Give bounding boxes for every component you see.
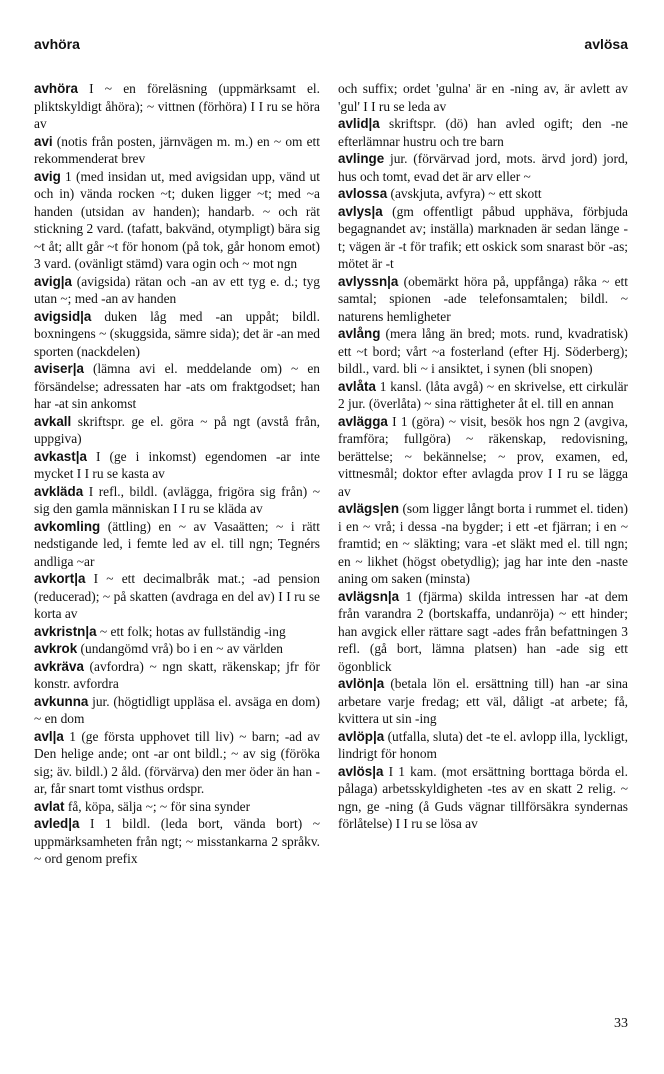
headword: avlös|a xyxy=(338,763,384,779)
entry-text: I 1 (göra) ~ visit, besök hos ngn 2 (avgiva, framföra; fullgöra) ~ räkenskap, redovisning, berättelse; ~ bekännelse; ~ prov, examen, ed, vittnesmål; doktor efter avlagda prov I I ru se lägga av xyxy=(338,413,628,499)
guide-word-right: avlösa xyxy=(584,36,628,52)
headword: avkort|a xyxy=(34,571,86,586)
entry-text: skriftspr. (dö) han avled ogift; den -ne efterlämnar hustru och tre barn xyxy=(338,116,628,149)
entry-text: 1 (fjärma) skilda intressen har -at dem från varandra 2 (bortskaffa, undanröja) ~ ett hinder; han avgick eller rättare sagt -ades från befattningen 3 refl. (gå bort, lämna platsen) han -ade sig ett ögonblick xyxy=(338,588,628,674)
dictionary-entry xyxy=(34,570,320,623)
entry-text: (avigsida) rätan och -an av ett tyg e. d.; tyg utan ~; med -an av handen xyxy=(34,273,320,306)
dictionary-entry xyxy=(338,500,628,588)
entry-text: 1 (ge första upphovet till liv) ~ barn; -ad av Den helige ande; ont -ar ont bildl.; ~ av sig (föröka sig; äv. bildl.) 2 åld. (förvärva) den mer öder än han -ar, får snart tomt visthus ordspr. xyxy=(34,728,320,796)
entry-text: (som ligger långt borta i rummet el. tiden) i en ~ vrå; i dessa -na bygder; i ett -et fjärran; i en ~ framtid; en ~ släkting; vara -et släkt med el. till ngn; en ~ likhet (högst obetydlig); jag har inte den -naste aning om saken (minsta) xyxy=(338,501,628,586)
page-number: 33 xyxy=(614,1016,628,1031)
dictionary-entry xyxy=(34,728,320,798)
dictionary-entry xyxy=(338,413,628,501)
headword: avlyssn|a xyxy=(338,273,399,289)
dictionary-entry xyxy=(338,763,628,833)
entry-text: 1 (med insidan ut, med avigsidan upp, vänd ut och in) vända rocken ~t; duken ligger ~t; med ~a handen (utsidan av handen); handarb. ~ och rät stickning 2 vard. (tafatt, bakvänd, otympligt) bära sig ~t åt; allt går ~t för honom (på tok, går honom emot) 3 vard. (ovänligt stämd) vara ogin och ~ mot ngn xyxy=(34,168,320,271)
headword: avlöp|a xyxy=(338,728,385,744)
dictionary-entry xyxy=(338,378,628,413)
headword: avlid|a xyxy=(338,116,380,131)
dictionary-entry xyxy=(338,675,628,728)
dictionary-entry xyxy=(34,815,320,868)
dictionary-entry xyxy=(338,728,628,763)
headword: avlägga xyxy=(338,413,388,429)
dictionary-entry xyxy=(34,168,320,273)
headword: avlinge xyxy=(338,151,385,166)
dictionary-entry xyxy=(34,80,320,133)
headword: avlåta xyxy=(338,378,376,394)
guide-word-left: avhöra xyxy=(34,36,80,52)
entry-text: ~ ett folk; hotas av fullständig -ing xyxy=(96,623,286,639)
headword: avlön|a xyxy=(338,676,385,691)
headword: avkräva xyxy=(34,658,84,674)
dictionary-entry xyxy=(34,360,320,413)
entry-text: (ättling) en ~ av Vasaätten; ~ i rätt nedstigande led, i femte led av el. till ngn; Tegnérs andliga ~ar xyxy=(34,518,320,569)
dictionary-entry xyxy=(34,693,320,728)
entry-text: (notis från posten, järnvägen m. m.) en ~ om ett rekommenderat brev xyxy=(34,133,320,166)
headword: avled|a xyxy=(34,816,80,831)
dictionary-entry xyxy=(34,273,320,308)
entry-text: (avfordra) ~ ngn skatt, räkenskap; jfr för konstr. avfordra xyxy=(34,658,320,691)
dictionary-entry xyxy=(34,448,320,483)
dictionary-entry xyxy=(34,658,320,693)
dictionary-entry xyxy=(338,203,628,273)
headword: avkast|a xyxy=(34,448,87,464)
headword: avlys|a xyxy=(338,203,383,219)
dictionary-entry xyxy=(338,588,628,676)
dictionary-entry xyxy=(338,273,628,326)
dictionary-entry xyxy=(34,308,320,361)
entry-text: (mera lång än bred; mots. rund, kvadratisk) ett ~t bord; vårt ~a fosterland (efter Hj. Söderberg); bildl., vard. bli ~ i ansiktet, i synen (bli snopen) xyxy=(338,326,628,376)
headword: avlång xyxy=(338,326,381,341)
entry-text: I refl., bildl. (avlägga, frigöra sig från) ~ sig den gamla människan I I ru se kläda av xyxy=(34,483,320,516)
headword: avlossa xyxy=(338,186,388,201)
entry-text: I ~ en föreläsning (uppmärksamt el. pliktskyldigt åhöra); ~ vittnen (förhöra) I I ru se höra av xyxy=(34,81,320,131)
headword: avhöra xyxy=(34,81,78,96)
dictionary-entry xyxy=(34,640,320,658)
headword: avkristn|a xyxy=(34,623,97,639)
dictionary-entry xyxy=(338,80,628,115)
right-column xyxy=(338,80,628,833)
dictionary-entry xyxy=(338,185,628,203)
headword: avig xyxy=(34,168,61,184)
entry-text: I (ge i inkomst) egendomen -ar inte mycket I I ru se kasta av xyxy=(34,448,320,481)
headword: avkomling xyxy=(34,518,101,534)
dictionary-entry xyxy=(338,150,628,185)
dictionary-entry xyxy=(34,483,320,518)
entry-text: (obemärkt höra på, uppfånga) råka ~ ett samtal; spionen -ade telefonsamtalen; bildl. ~ naturens hemligheter xyxy=(338,273,628,324)
headword: avigsid|a xyxy=(34,308,92,324)
headword: avkrok xyxy=(34,641,78,656)
headword: avl|a xyxy=(34,728,64,744)
headword: avig|a xyxy=(34,273,72,289)
dictionary-entry xyxy=(34,623,320,641)
entry-text: (utfalla, sluta) det -te el. avlopp illa, lyckligt, lindrigt för honom xyxy=(338,728,628,761)
entry-text: skriftspr. ge el. göra ~ på ngt (avstå från, uppgiva) xyxy=(34,413,320,446)
headword: avi xyxy=(34,133,53,149)
headword: avlägsn|a xyxy=(338,588,400,604)
headword: aviser|a xyxy=(34,361,84,376)
headword: avkläda xyxy=(34,483,84,499)
headword: avlat xyxy=(34,798,65,814)
entry-text: jur. (högtidligt uppläsa el. avsäga en dom) ~ en dom xyxy=(34,693,320,726)
entry-text: (betala lön el. ersättning till) han -ar sina arbetare varje fredag; ett väl, dåligt -at arbete; få, kvittera ut sin -ing xyxy=(338,676,628,726)
entry-text: (undangömd vrå) bo i en ~ av världen xyxy=(77,641,283,656)
left-column xyxy=(34,80,320,868)
dictionary-entry xyxy=(34,518,320,571)
entry-text: duken låg med -an uppåt; bildl. boxningens ~ (skuggsida, sämre sida); det är -an med sporten (nackdelen) xyxy=(34,308,320,359)
entry-text: (gm offentligt påbud upphäva, förbjuda begagnandet av; inställa) marknaden är sedan länge -t; vägen är -t för trafik; ett oskick som snarast bör -as; mötet är -t xyxy=(338,203,628,271)
entry-text: I 1 bildl. (leda bort, vända bort) ~ uppmärksamheten från ngt; ~ misstankarna 2 språkv. ~ ord genom prefix xyxy=(34,816,320,866)
entry-text: få, köpa, sälja ~; ~ för sina synder xyxy=(64,798,251,814)
entry-text: 1 kansl. (låta avgå) ~ en skrivelse, ett cirkulär 2 jur. (överlåta) ~ sina rättigheter åt el. till en annan xyxy=(338,378,628,411)
entry-text: I 1 kam. (mot ersättning borttaga börda el. pålaga) arbetsskyldigheten -tes av en skatt 2 relig. ~ ngn, ge -ning (å Guds vägnar tillförsäkra syndernas förlåtelse) I I ru se lösa av xyxy=(338,763,628,831)
dictionary-entry xyxy=(34,413,320,448)
headword: avlägs|en xyxy=(338,501,400,516)
dictionary-entry xyxy=(34,798,320,816)
entry-text: jur. (förvärvad jord, mots. ärvd jord) jord, hus och tomt, evad det är arv eller ~ xyxy=(338,151,628,184)
dictionary-entry xyxy=(338,325,628,378)
entry-text: (lämna avi el. meddelande om) ~ en försändelse; adressaten har -ats om fraktgodset; han har -at sin ankomst xyxy=(34,361,320,411)
dictionary-entry xyxy=(34,133,320,168)
dictionary-entry xyxy=(338,115,628,150)
headword: avkunna xyxy=(34,693,89,709)
entry-text: I ~ ett decimalbråk mat.; -ad pension (reducerad); ~ på skatten (avdraga en del av) I I ru se korta av xyxy=(34,571,320,621)
headword: avkall xyxy=(34,413,72,429)
entry-text: och suffix; ordet 'gulna' är en -ning av, är avlett av 'gul' I I ru se leda av xyxy=(338,81,628,114)
entry-text: (avskjuta, avfyra) ~ ett skott xyxy=(387,186,542,201)
